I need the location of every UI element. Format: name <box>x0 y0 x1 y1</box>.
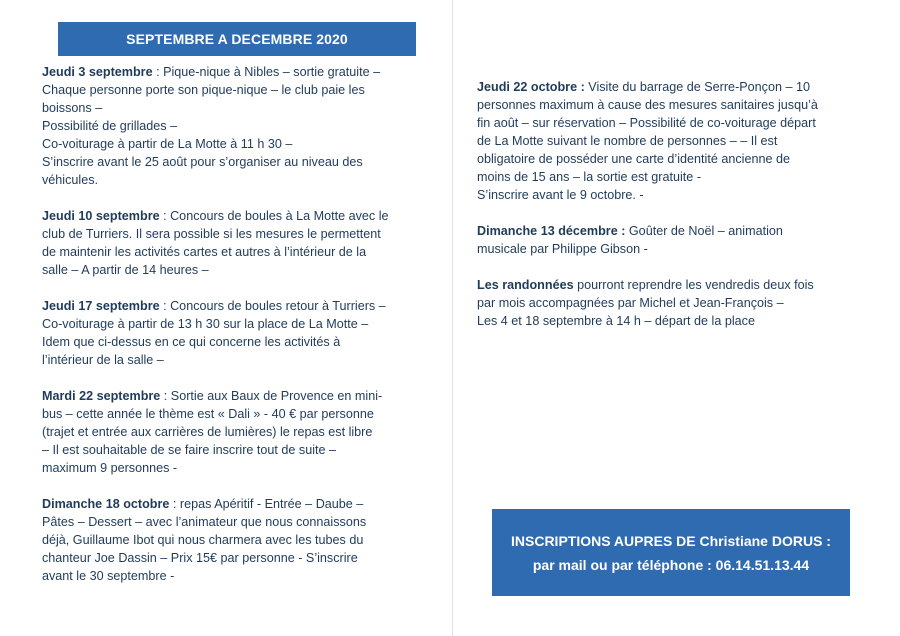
event-text: de maintenir les activités cartes et autres à l’intérieur de la <box>42 245 367 259</box>
contact-line-2: par mail ou par téléphone : 06.14.51.13.44 <box>532 556 810 573</box>
page-divider <box>452 0 453 636</box>
left-column <box>42 63 422 603</box>
event-text: avant le 30 septembre - <box>42 569 175 583</box>
event-text: – Il est souhaitable de se faire inscrire tout de suite – <box>42 443 337 457</box>
event-line <box>42 171 422 189</box>
event-line <box>42 297 422 315</box>
event-text: véhicules. <box>42 173 99 187</box>
event-line <box>42 81 422 99</box>
event-line <box>42 63 422 81</box>
event-entry <box>42 495 422 585</box>
event-line <box>477 186 852 204</box>
event-line <box>477 78 852 96</box>
event-text: fin août – sur réservation – Possibilité de co-voiturage départ <box>477 116 816 130</box>
event-entry <box>42 207 422 279</box>
event-text: Chaque personne porte son pique-nique – le club paie les <box>42 83 365 97</box>
event-entry <box>42 387 422 477</box>
event-text: S’inscrire avant le 25 août pour s’organiser au niveau des <box>42 155 363 169</box>
event-text: boissons – <box>42 101 103 115</box>
event-text: maximum 9 personnes - <box>42 461 178 475</box>
event-date: Jeudi 17 septembre <box>42 299 160 313</box>
period-banner <box>58 22 416 56</box>
event-line <box>477 240 852 258</box>
event-text: Co-voiturage à partir de 13 h 30 sur la place de La Motte – <box>42 317 369 331</box>
event-entry <box>477 276 852 330</box>
event-text: par mois accompagnées par Michel et Jean-François – <box>477 296 784 310</box>
event-line <box>42 549 422 567</box>
event-entry <box>477 222 852 258</box>
event-date: Les randonnées <box>477 278 574 292</box>
event-date: Dimanche 18 octobre <box>42 497 170 511</box>
event-text: de La Motte suivant le nombre de personnes – – Il est <box>477 134 778 148</box>
event-text: l’intérieur de la salle – <box>42 353 164 367</box>
event-text: Les 4 et 18 septembre à 14 h – départ de la place <box>477 314 755 328</box>
event-line <box>42 441 422 459</box>
event-date: Dimanche 13 décembre : <box>477 224 626 238</box>
contact-box <box>492 509 850 596</box>
event-text: : Pique-nique à Nibles – sortie gratuite – <box>152 65 381 79</box>
event-line <box>42 387 422 405</box>
event-date: Jeudi 22 octobre : <box>477 80 585 94</box>
event-date: Jeudi 3 septembre <box>42 65 153 79</box>
event-entry <box>42 63 422 189</box>
event-text: chanteur Joe Dassin – Prix 15€ par personne - S’inscrire <box>42 551 358 565</box>
event-text: salle – A partir de 14 heures – <box>42 263 209 277</box>
event-line <box>477 132 852 150</box>
event-entry <box>42 297 422 369</box>
contact-line-1: INSCRIPTIONS AUPRES DE Christiane DORUS : <box>511 532 831 549</box>
event-line <box>42 207 422 225</box>
event-text: moins de 15 ans – la sortie est gratuite - <box>477 170 702 184</box>
event-line <box>42 315 422 333</box>
right-column <box>477 78 852 348</box>
event-text: S’inscrire avant le 9 octobre. - <box>477 188 644 202</box>
event-line <box>42 567 422 585</box>
event-text: Co-voiturage à partir de La Motte à 11 h 30 – <box>42 137 293 151</box>
event-text: Possibilité de grillades – <box>42 119 178 133</box>
event-line <box>42 405 422 423</box>
event-text: Visite du barrage de Serre-Ponçon – 10 <box>584 80 810 94</box>
event-line <box>42 513 422 531</box>
event-line <box>42 99 422 117</box>
event-line <box>42 135 422 153</box>
event-line <box>477 114 852 132</box>
event-line <box>42 423 422 441</box>
event-text: déjà, Guillaume Ibot qui nous charmera avec les tubes du <box>42 533 364 547</box>
event-text: : Concours de boules retour à Turriers – <box>159 299 386 313</box>
event-text: Goûter de Noël – animation <box>625 224 783 238</box>
event-line <box>42 333 422 351</box>
event-line <box>477 312 852 330</box>
banner-title: SEPTEMBRE A DECEMBRE 2020 <box>126 31 348 47</box>
event-line <box>42 459 422 477</box>
event-text: Pâtes – Dessert – avec l’animateur que nous connaissons <box>42 515 367 529</box>
event-date: Jeudi 10 septembre <box>42 209 160 223</box>
event-text: : repas Apéritif - Entrée – Daube – <box>169 497 364 511</box>
event-line <box>477 276 852 294</box>
event-text: (trajet et entrée aux carrières de lumières) le repas est libre <box>42 425 373 439</box>
event-line <box>42 495 422 513</box>
event-text: : Sortie aux Baux de Provence en mini- <box>160 389 383 403</box>
event-text: club de Turriers. Il sera possible si les mesures le permettent <box>42 227 381 241</box>
event-line <box>42 225 422 243</box>
event-line <box>477 168 852 186</box>
event-line <box>42 243 422 261</box>
event-text: obligatoire de posséder une carte d’identité ancienne de <box>477 152 790 166</box>
event-text: Idem que ci-dessus en ce qui concerne les activités à <box>42 335 341 349</box>
event-line <box>477 294 852 312</box>
event-entry <box>477 78 852 204</box>
event-line <box>477 150 852 168</box>
event-date: Mardi 22 septembre <box>42 389 161 403</box>
event-text: pourront reprendre les vendredis deux fois <box>573 278 814 292</box>
event-text: : Concours de boules à La Motte avec le <box>159 209 389 223</box>
event-line <box>477 96 852 114</box>
event-text: personnes maximum à cause des mesures sanitaires jusqu’à <box>477 98 818 112</box>
event-text: musicale par Philippe Gibson - <box>477 242 648 256</box>
event-line <box>42 531 422 549</box>
event-line <box>42 117 422 135</box>
event-line <box>42 153 422 171</box>
event-line <box>42 261 422 279</box>
event-line <box>477 222 852 240</box>
event-text: bus – cette année le thème est « Dali » - 40 € par personne <box>42 407 374 421</box>
event-line <box>42 351 422 369</box>
